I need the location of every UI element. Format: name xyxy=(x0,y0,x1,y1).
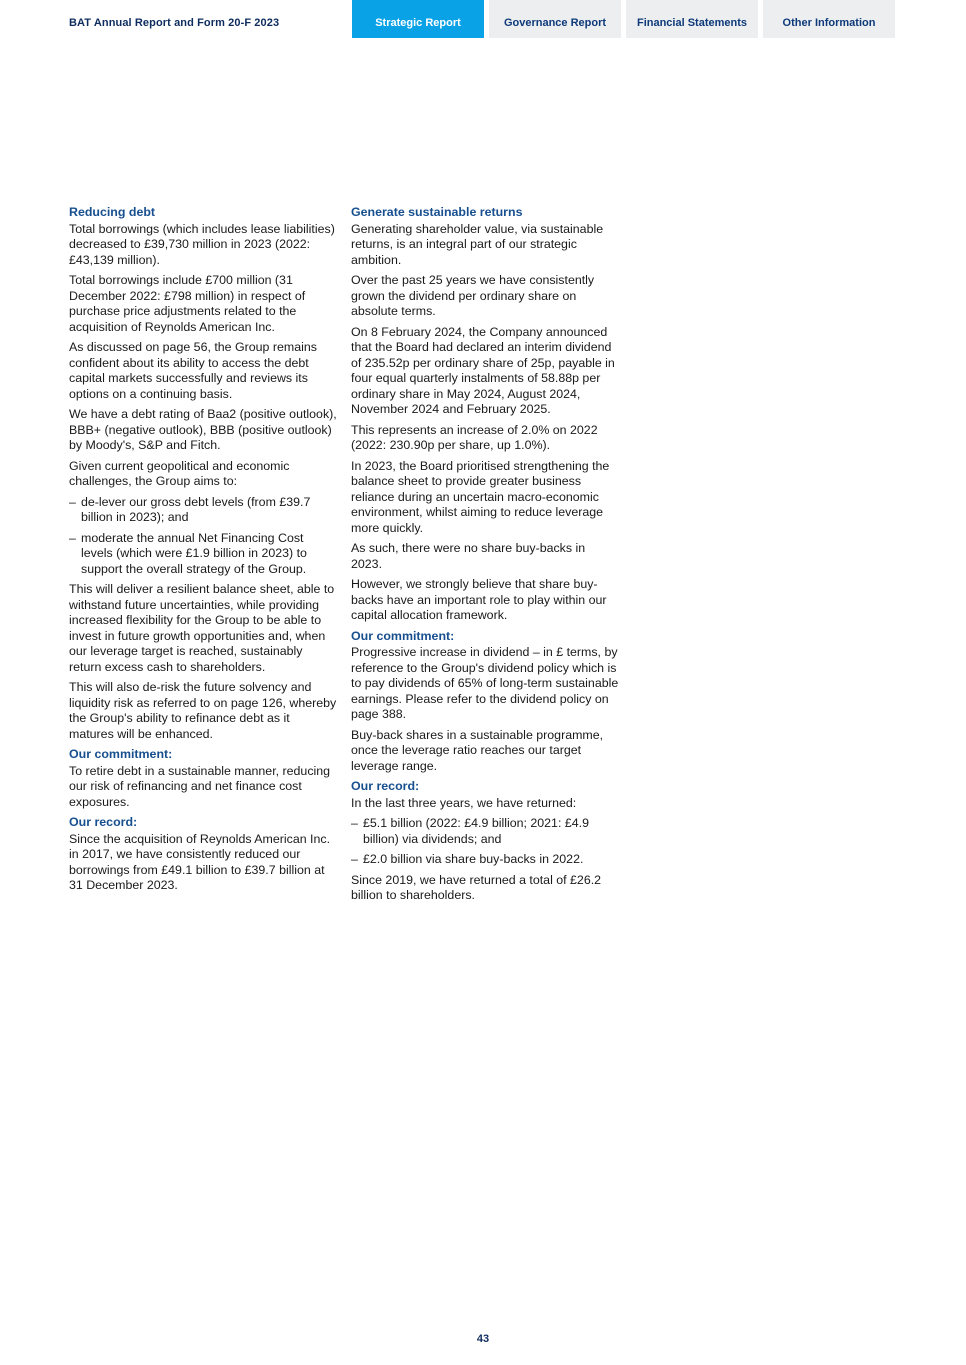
bullet-text: £2.0 billion via share buy-backs in 2022. xyxy=(363,852,584,866)
paragraph: However, we strongly believe that share buy-backs have an important role to play within our capital allocation framework. xyxy=(351,577,607,622)
section-tabs xyxy=(352,0,895,38)
paragraph: Total borrowings include £700 million (31 December 2022: £798 million) in respect of purchase price adjustments related to the acquisition of Reynolds American Inc. xyxy=(69,273,306,334)
tab-financial-statements[interactable]: Financial Statements xyxy=(626,0,758,38)
left-column xyxy=(69,205,337,899)
document-title: BAT Annual Report and Form 20-F 2023 xyxy=(69,17,280,29)
record-heading: Our record: xyxy=(69,815,138,829)
paragraph: Total borrowings (which includes lease liabilities) decreased to £39,730 million in 2023 (2022: £43,139 million). xyxy=(69,221,335,267)
paragraph: As discussed on page 56, the Group remains confident about its ability to access the debt capital markets successfully and reviews its options on a continuing basis. xyxy=(69,340,317,401)
bullet-item xyxy=(69,495,337,526)
tab-other-information[interactable]: Other Information xyxy=(763,0,895,38)
reducing-debt-heading: Reducing debt xyxy=(69,205,156,219)
bullet-text: moderate the annual Net Financing Cost levels (which were £1.9 billion in 2023) to support the overall strategy of the Group. xyxy=(81,530,307,576)
paragraph: This will also de-risk the future solvency and liquidity risk as referred to on page 126, whereby the Group's ability to refinance debt as it matures will be enhanced. xyxy=(69,680,337,741)
paragraph: Over the past 25 years we have consistently grown the dividend per ordinary share on absolute terms. xyxy=(351,273,595,318)
commitment-text: Buy-back shares in a sustainable programme, once the leverage ratio reaches our target leverage range. xyxy=(351,727,604,773)
record-intro: In the last three years, we have returned: xyxy=(351,795,577,810)
commitment-text: To retire debt in a sustainable manner, reducing our risk of refinancing and net finance cost exposures. xyxy=(69,763,331,809)
bullet-item xyxy=(69,531,337,578)
paragraph: As such, there were no share buy-backs in 2023. xyxy=(351,541,586,571)
commitment-heading: Our commitment: xyxy=(69,747,173,761)
bullet-item xyxy=(351,816,619,847)
paragraph: Generating shareholder value, via sustainable returns, is an integral part of our strategic ambition. xyxy=(351,221,604,267)
paragraph: This represents an increase of 2.0% on 2022 (2022: 230.90p per share, up 1.0%). xyxy=(351,422,598,452)
bullet-dash: – xyxy=(351,852,358,866)
bullet-text: £5.1 billion (2022: £4.9 billion; 2021: £4.9 billion) via dividends; and xyxy=(363,816,589,846)
paragraph: In 2023, the Board prioritised strengthening the balance sheet to provide greater business reliance during an uncertain macro-economic environment, whilst aiming to reduce leverage more quickly. xyxy=(351,458,610,535)
sustainable-returns-heading: Generate sustainable returns xyxy=(351,205,523,219)
paragraph: Given current geopolitical and economic challenges, the Group aims to: xyxy=(69,458,290,488)
bullet-dash: – xyxy=(69,530,76,545)
bullet-item xyxy=(351,852,619,868)
page-number: 43 xyxy=(476,1333,490,1345)
record-text: Since the acquisition of Reynolds American Inc. in 2017, we have consistently reduced our borrowings from £49.1 billion to £39.7 billion at 31 December 2023. xyxy=(69,831,331,892)
record-outro: Since 2019, we have returned a total of £26.2 billion to shareholders. xyxy=(351,872,602,902)
record-heading: Our record: xyxy=(351,779,420,793)
right-column xyxy=(351,205,619,909)
paragraph: We have a debt rating of Baa2 (positive outlook), BBB+ (negative outlook), BBB (positive outlook) by Moody's, S&P and Fitch. xyxy=(69,407,337,452)
bullet-dash: – xyxy=(69,494,76,509)
bullet-text: de-lever our gross debt levels (from £39.7 billion in 2023); and xyxy=(81,494,311,524)
paragraph: On 8 February 2024, the Company announced that the Board had declared an interim dividend of 235.52p per ordinary share of 25p, payable in four equal quarterly instalments of 58.88p per ordinary share in May 2024, August 2024, November 2024 and February 2025. xyxy=(351,324,615,416)
commitment-heading: Our commitment: xyxy=(351,628,455,643)
tab-governance-report[interactable]: Governance Report xyxy=(489,0,621,38)
tab-strategic-report[interactable]: Strategic Report xyxy=(352,0,484,38)
bullet-dash: – xyxy=(351,816,358,830)
commitment-text: Progressive increase in dividend – in £ terms, by reference to the Group's dividend policy which is to pay dividends of 65% of long-term sustainable earnings. Please refer to the dividend policy on page 388. xyxy=(351,645,619,721)
paragraph: This will deliver a resilient balance sheet, able to withstand future uncertainties, while providing increased flexibility for the Group to be able to invest in future growth opportunities and, when our leverage target is reached, sustainably return excess cash to shareholders. xyxy=(69,582,335,674)
